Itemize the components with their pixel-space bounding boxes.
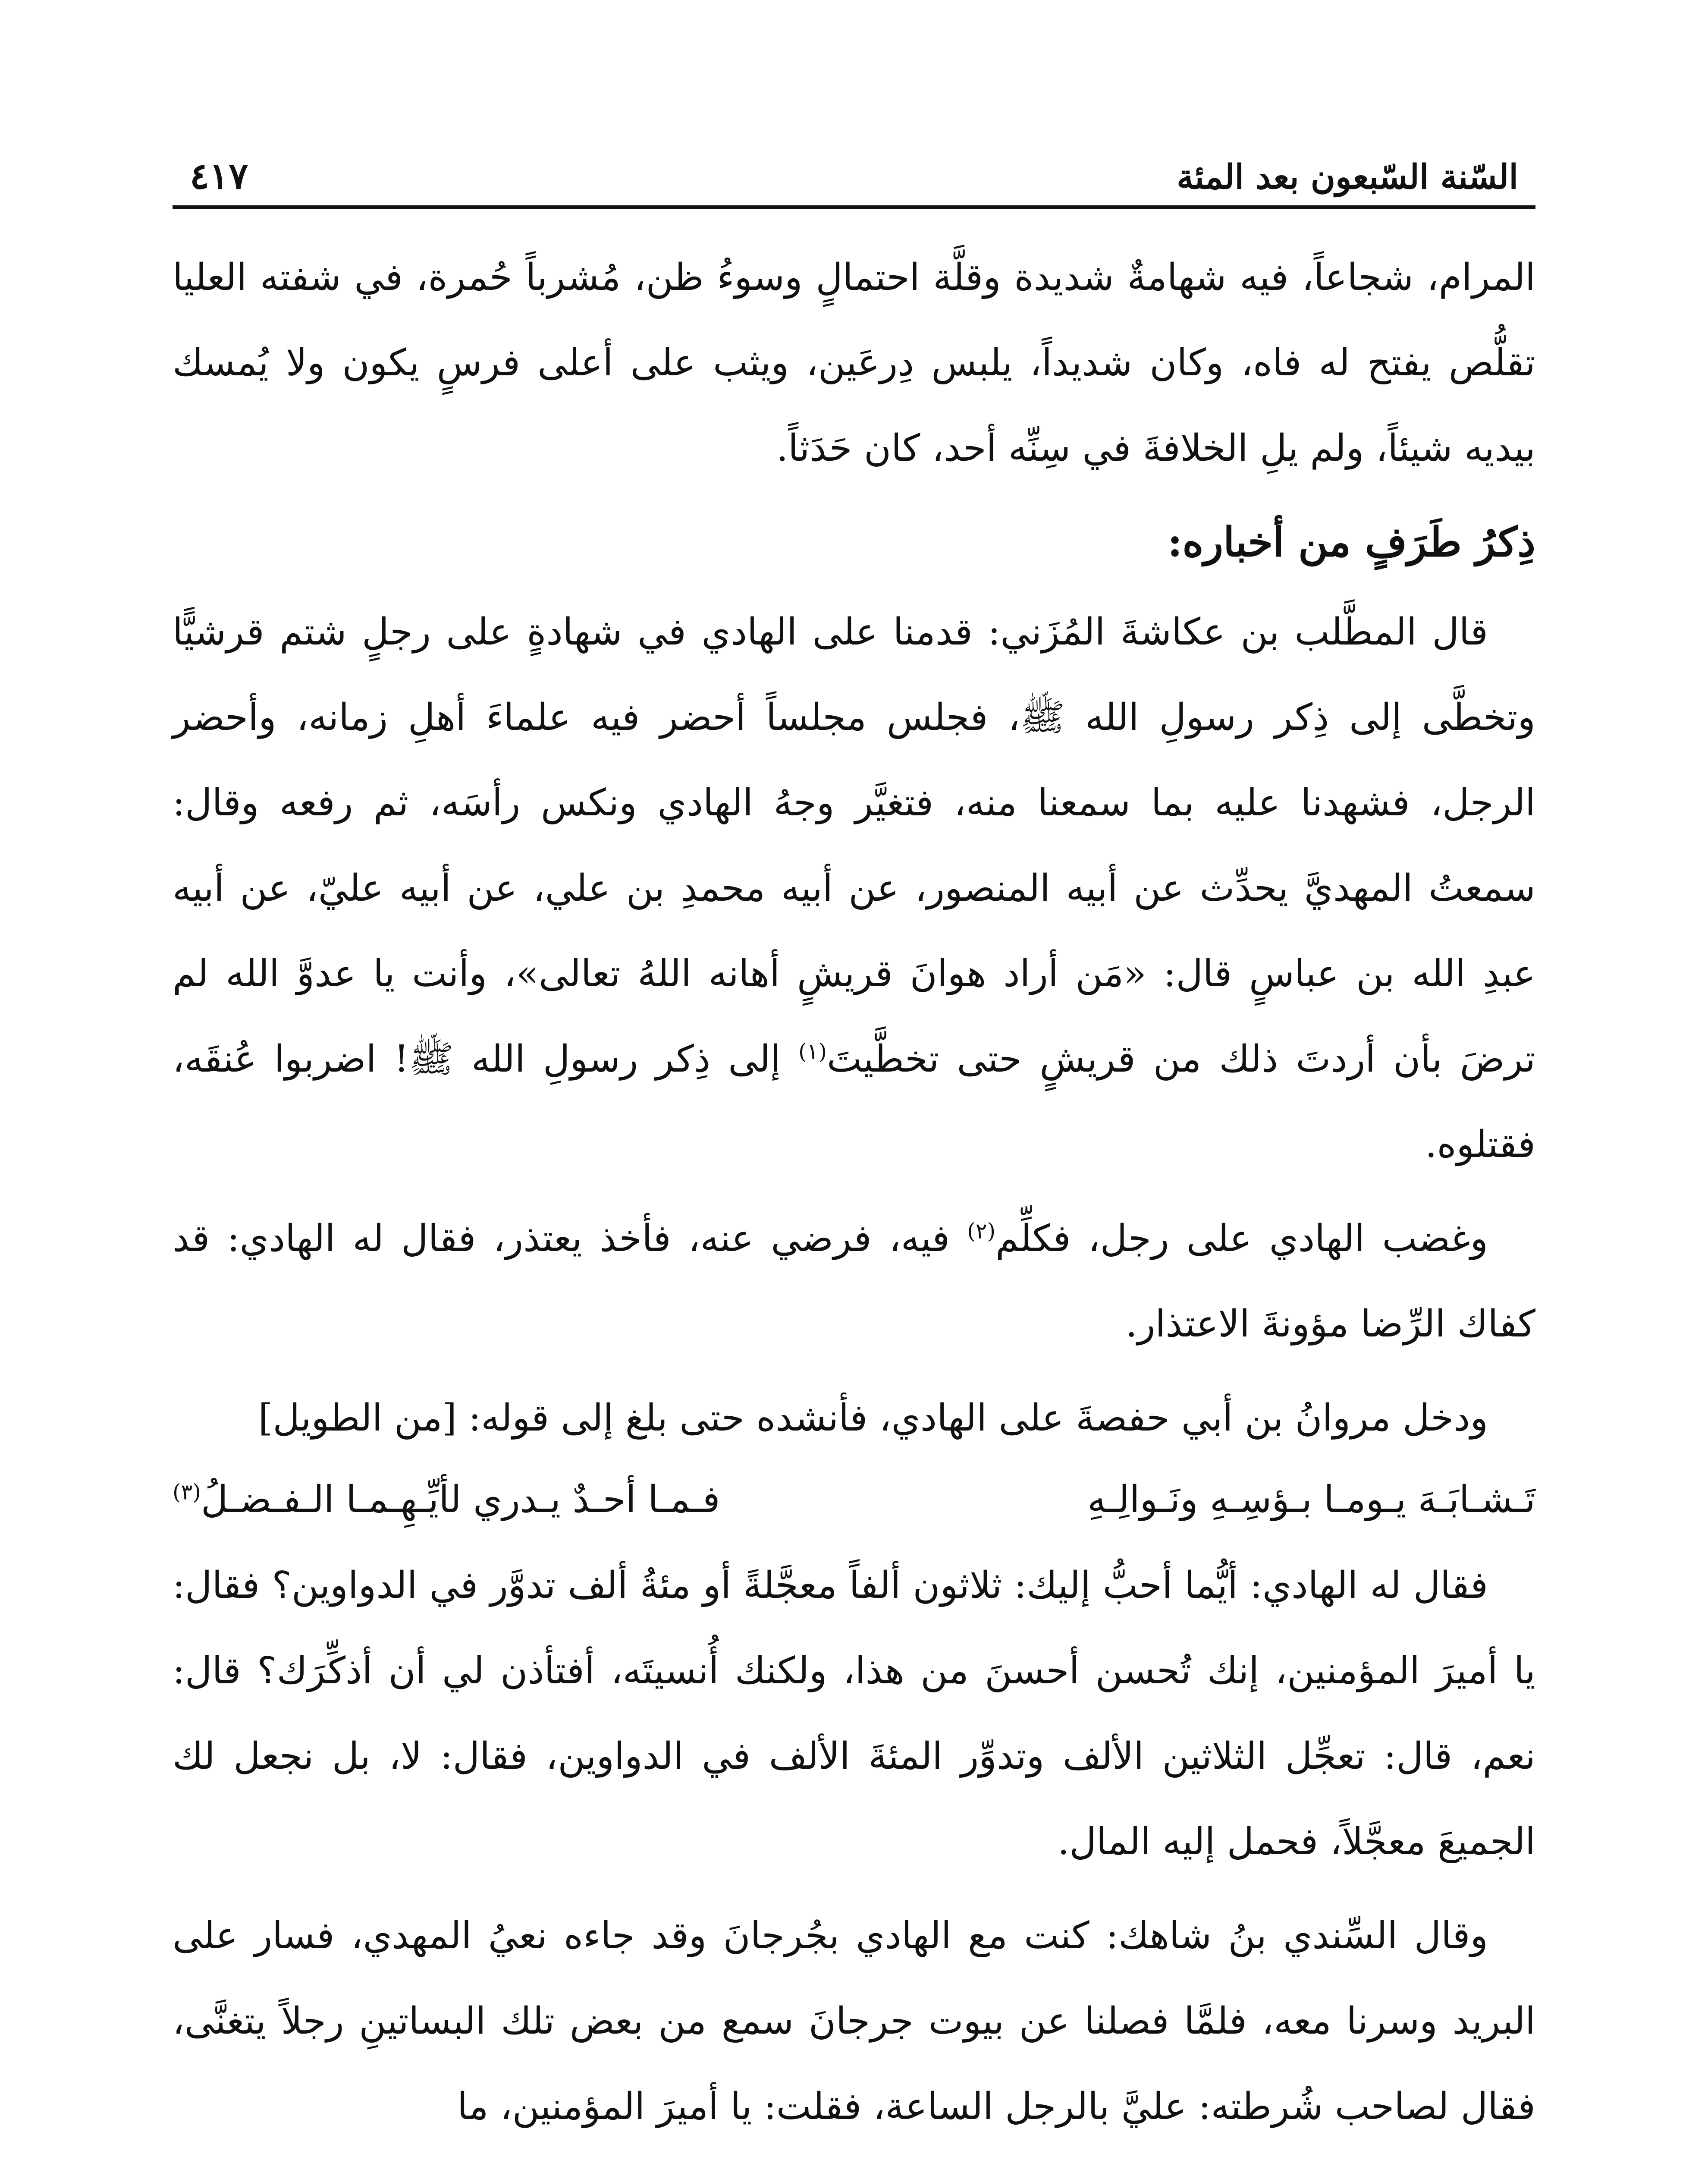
- verse-first-hemistich: تَـشـابَـهَ يـومـا بـؤسِـهِ ونَـوالِـهِ: [1087, 1478, 1535, 1521]
- footnote-ref-3[interactable]: (٣): [173, 1479, 201, 1505]
- paragraph-anger-story: [173, 1196, 1535, 1367]
- paragraph-marwan-intro: [173, 1375, 1535, 1461]
- page-number: ٤١٧: [190, 154, 248, 197]
- paragraph-text: وغضب الهادي على رجل، فكلِّم: [995, 1217, 1488, 1260]
- body-text: [173, 235, 1535, 2149]
- section-heading: ذِكرُ طَرَفٍ من أخباره:: [1167, 519, 1535, 566]
- running-header: [173, 142, 1535, 209]
- verse-second-hemistich: فـمـا أحـدٌ يـدري لأيِّـهِـمـا الـفـضـلُ: [201, 1478, 720, 1521]
- paragraph-text: إلى ذِكر رسولِ الله ﷺ! اضربوا عُنقَه، فقتلوه.: [173, 1038, 1535, 1166]
- paragraph-sindi-story: وقال السِّندي بنُ شاهك: كنت مع الهادي بجُرجانَ وقد جاءه نعيُ المهدي، فسار على البريد وسرنا معه، فلمَّا فصلنا عن بيوت جرجانَ سمع من بعض تلك البساتينِ رجلاً يتغنَّى، فقال لصاحب شُرطته: عليَّ بالرجل الساعة، فقلت: يا أميرَ المؤمنين، ما: [173, 1914, 1535, 2128]
- footnote-ref-2[interactable]: (٢): [967, 1218, 996, 1244]
- paragraph-text: ودخل مروانُ بن أبي حفصةَ على الهادي، فأنشده حتى بلغ إلى قوله:: [468, 1396, 1488, 1440]
- paragraph-text: قال المطَّلب بن عكاشةَ المُزَني: قدمنا على الهادي في شهادةٍ على رجلٍ شتم قرشيًّا وتخطَّى إلى ذِكر رسولِ الله ﷺ، فجلس مجلساً أحضر فيه علماءَ أهلِ زمانه، وأحضر الرجل، فشهدنا عليه بما سمعنا منه، فتغيَّر وجهُ الهادي ونكس رأسَه، ثم رفعه وقال: سمعتُ المهديَّ يحدِّث عن أبيه المنصور، عن أبيه محمدِ بن علي، عن أبيه عليّ، عن أبيه عبدِ الله بن عباسٍ قال: «مَن أراد هوانَ قريشٍ أهانه اللهُ تعالى»، وأنت يا عدوَّ الله لم ترضَ بأن أردتَ ذلك من قريشٍ حتى تخطَّيتَ: [173, 610, 1535, 1081]
- verse-second-hemistich-wrap: [173, 1461, 720, 1538]
- running-title: السّنة السّبعون بعد المئة: [1177, 157, 1518, 197]
- paragraph-text: فيه، فرضي عنه، فأخذ يعتذر، فقال له الهادي: قد كفاك الرِّضا مؤونةَ الاعتذار.: [173, 1217, 1535, 1346]
- poetic-meter: [من الطويل]: [258, 1396, 457, 1440]
- paragraph-description: المرام، شجاعاً، فيه شهامةٌ شديدة وقلَّة احتمالٍ وسوءُ ظن، مُشرباً حُمرة، في شفته العليا تقلُّص يفتح له فاه، وكان شديداً، يلبس دِرعَين، ويثب على أعلى فرسٍ يكون ولا يُمسك بيديه شيئاً، ولم يلِ الخلافةَ في سِنِّه أحد، كان حَدَثاً.: [173, 256, 1535, 470]
- paragraph-hadi-reply: فقال له الهادي: أيُّما أحبُّ إليك: ثلاثون ألفاً معجَّلةً أو مئةُ ألف تدوَّر في الدواوين؟ فقال: يا أميرَ المؤمنين، إنك تُحسن أحسنَ من هذا، ولكنك أُنسيتَه، أفتأذن لي أن أذكِّرَك؟ قال: نعم، قال: تعجِّل الثلاثين الألف وتدوِّر المئةَ الألف في الدواوين، فقال: لا، بل نجعل لك الجميعَ معجَّلاً، فحمل إليه المال.: [173, 1564, 1535, 1863]
- paragraph-mutallib-story: [173, 589, 1535, 1187]
- footnote-ref-1[interactable]: (١): [798, 1039, 827, 1064]
- poetry-verse: [173, 1461, 1535, 1538]
